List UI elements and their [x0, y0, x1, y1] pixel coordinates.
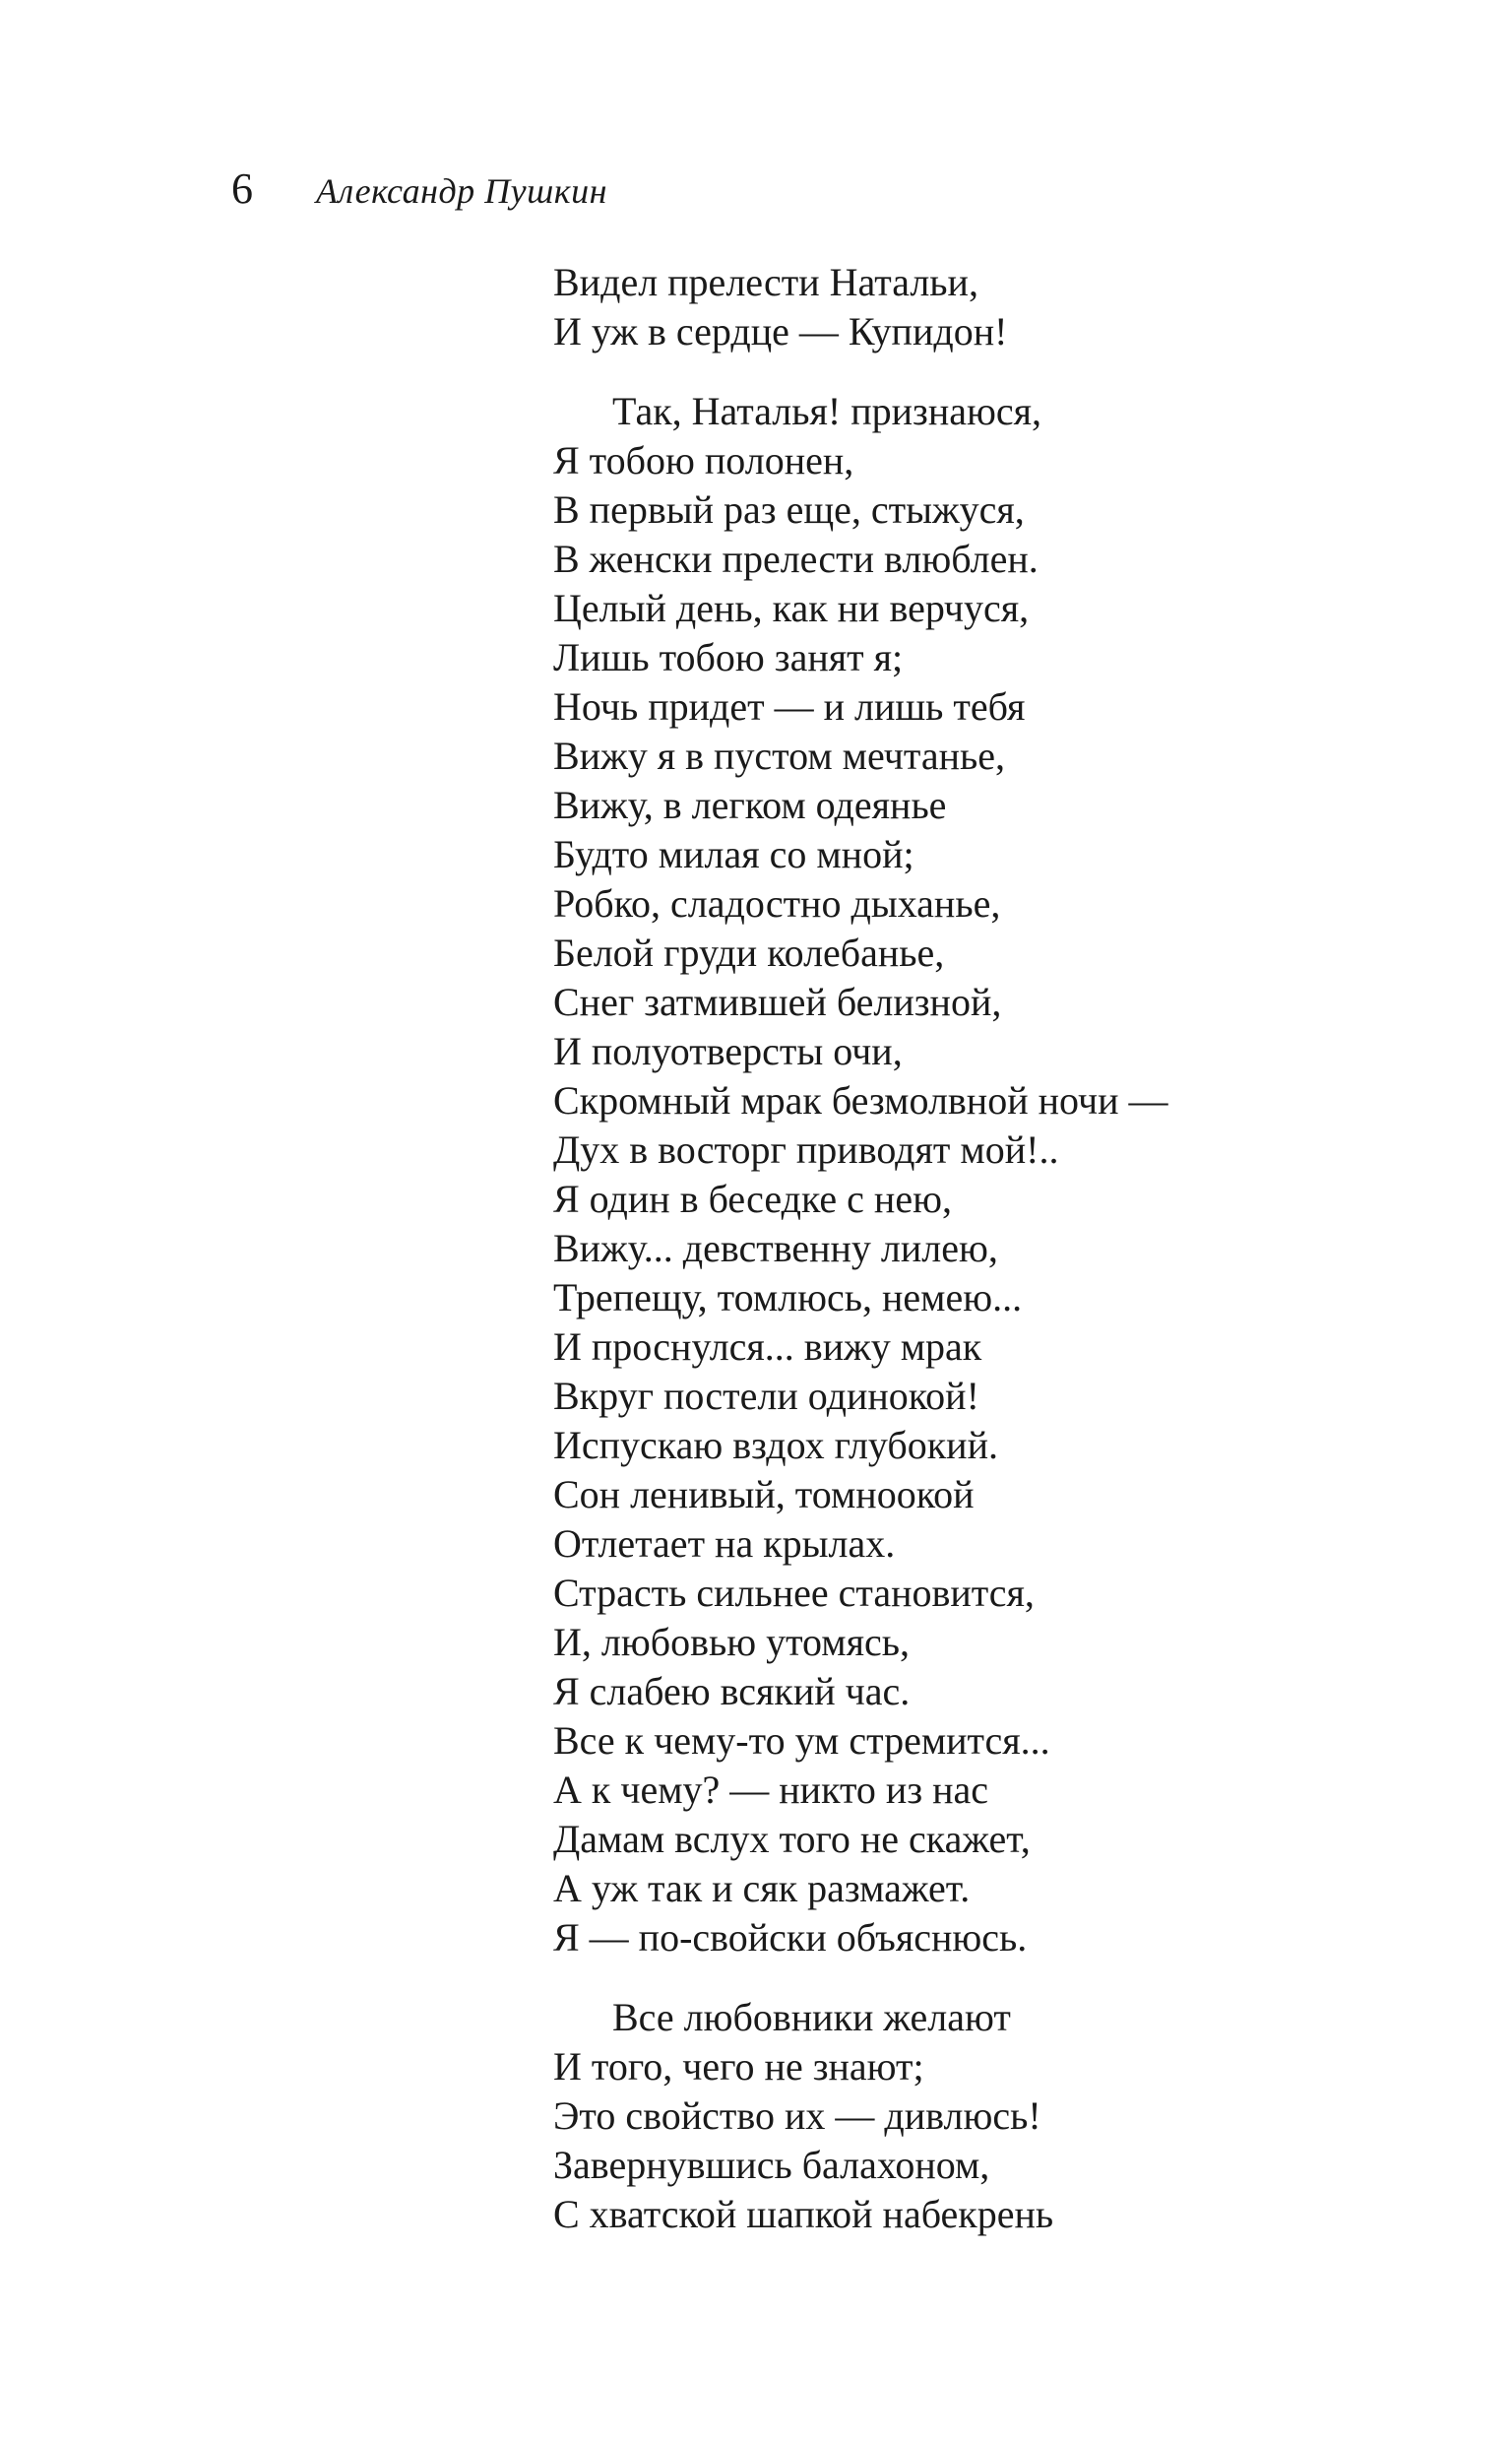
poem-line: Лишь тобою занят я;	[553, 635, 904, 679]
poem-line: И уж в сердце — Купидон!	[553, 309, 1008, 354]
stanza-2	[553, 387, 1400, 1962]
poem-line: Вижу я в пустом мечтанье,	[553, 734, 1005, 778]
poem-line: Отлетает на крылах.	[553, 1521, 896, 1566]
running-head	[231, 164, 607, 226]
poem-line: Я слабею всякий час.	[553, 1669, 911, 1713]
poem-line: Трепещу, томлюсь, немею...	[553, 1275, 1023, 1319]
poem-line: Дамам вслух того не скажет,	[553, 1817, 1031, 1861]
poem-line: Будто милая со мной;	[553, 832, 914, 876]
poem-line: Ночь придет — и лишь тебя	[553, 684, 1026, 729]
stanza-3	[553, 1993, 1400, 2239]
poem-line: Белой груди колебанье,	[553, 931, 945, 975]
page-number: 6	[231, 164, 253, 213]
poem-line: А к чему? — никто из нас	[553, 1768, 989, 1812]
poem-line: Сон ленивый, томноокой	[553, 1472, 975, 1516]
poem-line: С хватской шапкой набекрень	[553, 2192, 1054, 2236]
poem-line: Дух в восторг приводят мой!..	[553, 1127, 1059, 1172]
poem-line: Снег затмившей белизной,	[553, 980, 1002, 1024]
poem-line: Вкруг постели одинокой!	[553, 1374, 979, 1418]
poem-line: И того, чего не знают;	[553, 2044, 924, 2089]
stanza-1	[553, 258, 1400, 356]
poem-line: Завернувшись балахоном,	[553, 2143, 990, 2187]
poem-line: Страсть сильнее становится,	[553, 1571, 1035, 1615]
poem-line: Робко, сладостно дыханье,	[553, 881, 1001, 926]
running-title: Александр Пушкин	[316, 171, 607, 211]
poem-line: И полуотверсты очи,	[553, 1029, 903, 1073]
poem-line: Я — по-свойски объяснюсь.	[553, 1915, 1028, 1960]
poem-line: А уж так и сяк размажет.	[553, 1866, 971, 1910]
poem-line: Видел прелести Натальи,	[553, 260, 978, 304]
poem-line: Так, Наталья! признаюся,	[612, 389, 1042, 433]
poem-line: Я один в беседке с нею,	[553, 1177, 952, 1221]
poem-line: Скромный мрак безмолвной ночи —	[553, 1078, 1168, 1123]
poem-line: Целый день, как ни верчуся,	[553, 586, 1030, 630]
poem-line: Вижу, в легком одеянье	[553, 783, 947, 827]
poem-line: Все любовники желают	[612, 1995, 1011, 2039]
poem-line: Я тобою полонен,	[553, 438, 854, 482]
poem-line: В женски прелести влюблен.	[553, 537, 1039, 581]
poem-line: Вижу... девственну лилею,	[553, 1226, 998, 1270]
poem-line: И проснулся... вижу мрак	[553, 1324, 982, 1369]
poem-line: В первый раз еще, стыжуся,	[553, 487, 1025, 532]
poem-line: Это свойство их — дивлюсь!	[553, 2093, 1041, 2138]
poem-body	[553, 258, 1400, 2239]
poem-line: Все к чему-то ум стремится...	[553, 1718, 1050, 1763]
poem-line: Испускаю вздох глубокий.	[553, 1423, 998, 1467]
poem-line: И, любовью утомясь,	[553, 1620, 910, 1664]
